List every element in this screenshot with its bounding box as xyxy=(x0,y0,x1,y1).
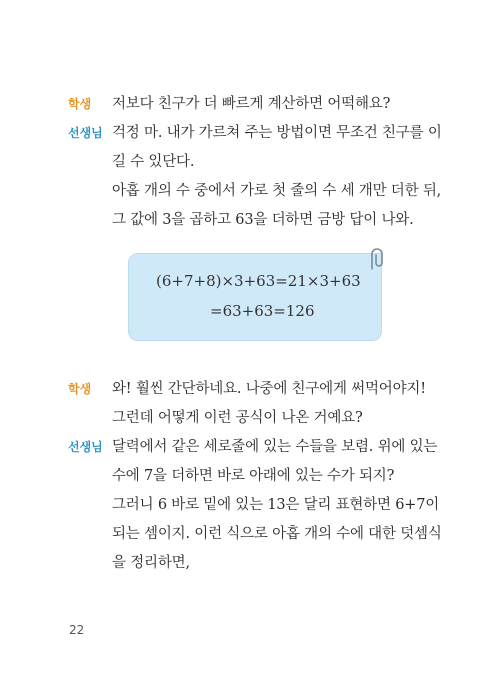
formula-line-2: =63+63=126 xyxy=(210,302,315,320)
formula-line-1: (6+7+8)×3+63=21×3+63 xyxy=(156,272,361,290)
dialogue-line: 그러니 6 바로 밑에 있는 13은 달리 표현하면 6+7이 xyxy=(112,497,440,513)
dialogue-line: 을 정리하면, xyxy=(112,555,190,571)
speaker-label-student: 학생 xyxy=(68,382,92,396)
dialogue-line: 그런데 어떻게 이런 공식이 나온 거예요? xyxy=(112,410,363,426)
page-number: 22 xyxy=(69,623,85,637)
dialogue-line: 걱정 마. 내가 가르쳐 주는 방법이면 무조건 친구를 이 xyxy=(112,125,442,141)
speaker-label-teacher: 선생님 xyxy=(68,440,103,454)
dialogue-line: 아홉 개의 수 중에서 가로 첫 줄의 수 세 개만 더한 뒤, xyxy=(112,183,442,199)
dialogue-line: 수에 7을 더하면 바로 아래에 있는 수가 되지? xyxy=(112,468,395,484)
dialogue-line: 달력에서 같은 세로줄에 있는 수들을 보렴. 위에 있는 xyxy=(112,439,438,455)
dialogue-line: 되는 셈이지. 이런 식으로 아홉 개의 수에 대한 덧셈식 xyxy=(112,526,442,542)
dialogue-line: 와! 훨씬 간단하네요. 나중에 친구에게 써먹어야지! xyxy=(112,381,426,397)
speaker-label-student: 학생 xyxy=(68,97,92,111)
paper-clip-icon xyxy=(366,247,388,271)
formula-box xyxy=(128,253,382,341)
dialogue-line: 그 값에 3을 곱하고 63을 더하면 금방 답이 나와. xyxy=(112,212,414,228)
dialogue-line: 길 수 있단다. xyxy=(112,154,195,170)
speaker-label-teacher: 선생님 xyxy=(68,126,103,140)
dialogue-line: 저보다 친구가 더 빠르게 계산하면 어떡해요? xyxy=(112,96,391,112)
